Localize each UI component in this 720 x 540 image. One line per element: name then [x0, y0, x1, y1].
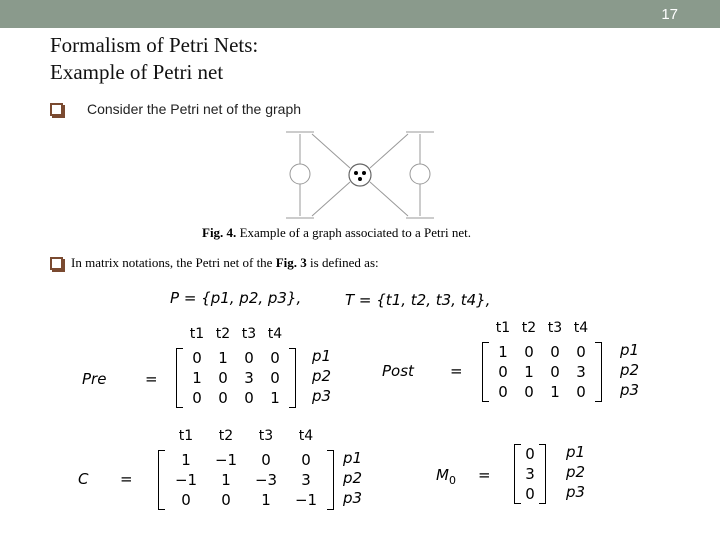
right-bracket [595, 342, 602, 402]
place-label: p2 [566, 463, 586, 481]
place-label: p1 [620, 341, 640, 359]
post-header-t2: t2 [521, 320, 537, 336]
matrix-row [184, 348, 288, 368]
c-header-t3: t3 [258, 428, 274, 444]
left-bracket [176, 348, 183, 408]
matrix-cell: 1 [181, 451, 191, 469]
matrix-row [166, 470, 326, 490]
pre-headers [184, 326, 288, 342]
matrix-cell: 0 [550, 363, 560, 381]
matrix-cell: 0 [576, 343, 586, 361]
matrix-row [184, 388, 288, 408]
matrix-row [522, 484, 538, 504]
right-bracket [327, 450, 334, 510]
matrix-cell: 1 [261, 491, 271, 509]
matrix-cell: 0 [192, 389, 202, 407]
c-header-t4: t4 [298, 428, 314, 444]
c-headers [166, 428, 326, 444]
matrix-cell: −3 [254, 471, 278, 489]
caption-text: Example of a graph associated to a Petri net. [236, 225, 471, 240]
matrix-cell: 3 [576, 363, 586, 381]
matrix-cell: 0 [244, 349, 254, 367]
right-bracket [539, 444, 546, 504]
place-label: p2 [343, 469, 363, 487]
left-bracket [158, 450, 165, 510]
slide-title [50, 32, 258, 86]
matrix-cell: 0 [498, 363, 508, 381]
bullet-2 [50, 255, 379, 271]
matrix-row [490, 382, 594, 402]
top-bar [0, 0, 720, 28]
matrix-cell: 0 [270, 349, 280, 367]
figure-caption [202, 225, 471, 241]
place-label: p3 [566, 483, 586, 501]
m0-vector [522, 444, 538, 504]
matrix-cell: 1 [192, 369, 202, 387]
matrix-cell: 3 [301, 471, 311, 489]
matrix-cell: 0 [270, 369, 280, 387]
title-line-2: Example of Petri net [50, 60, 224, 84]
title-line-1: Formalism of Petri Nets: [50, 33, 259, 57]
post-matrix [490, 342, 594, 402]
slide-number: 17 [661, 6, 678, 23]
c-header-t2: t2 [218, 428, 234, 444]
transitions-set: T = {t1, t2, t3, t4}, [345, 291, 491, 309]
matrix-cell: −1 [214, 451, 238, 469]
bullet-square-icon [50, 257, 63, 270]
pre-label: Pre [82, 370, 107, 388]
matrix-cell: 0 [244, 389, 254, 407]
c-matrix [166, 450, 326, 510]
petri-net-figure [280, 126, 440, 222]
matrix-cell: −1 [294, 491, 318, 509]
bullet-2-ref: Fig. 3 [275, 255, 307, 270]
matrix-cell: 0 [218, 369, 228, 387]
place-label: p3 [620, 381, 640, 399]
matrix-cell: 3 [244, 369, 254, 387]
matrix-cell: 0 [221, 491, 231, 509]
matrix-row [490, 362, 594, 382]
m0-equals: = [478, 466, 491, 484]
matrix-cell: 3 [525, 465, 535, 483]
matrix-row [522, 464, 538, 484]
matrix-cell: 1 [524, 363, 534, 381]
post-label: Post [382, 362, 414, 380]
c-header-t1: t1 [178, 428, 194, 444]
pre-header-t3: t3 [241, 326, 257, 342]
bullet-1-text: Consider the Petri net of the graph [87, 101, 302, 117]
caption-label: Fig. 4. [202, 225, 237, 240]
matrix-cell: 1 [218, 349, 228, 367]
matrix-cell: 0 [192, 349, 202, 367]
right-bracket [289, 348, 296, 408]
matrix-cell: 0 [524, 343, 534, 361]
matrix-cell: −1 [174, 471, 198, 489]
matrix-cell: 1 [221, 471, 231, 489]
pre-row-labels [312, 346, 331, 406]
matrix-cell: 0 [524, 383, 534, 401]
pre-header-t4: t4 [267, 326, 283, 342]
pre-equals: = [145, 370, 158, 388]
place-label: p3 [312, 387, 332, 405]
pre-header-t2: t2 [215, 326, 231, 342]
matrix-row [166, 450, 326, 470]
bullet-2-text-post: is defined as: [310, 255, 379, 270]
c-row-labels [343, 448, 362, 508]
pre-matrix [184, 348, 288, 408]
m0-label: $M_0$ [436, 466, 456, 487]
m0-row-labels [566, 442, 585, 502]
matrix-row [184, 368, 288, 388]
matrix-cell: 1 [550, 383, 560, 401]
post-row-labels [620, 340, 639, 400]
post-header-t3: t3 [547, 320, 563, 336]
places-set: P = {p1, p2, p3}, [170, 289, 302, 307]
matrix-cell: 0 [550, 343, 560, 361]
left-bracket [482, 342, 489, 402]
place-label: p2 [312, 367, 332, 385]
matrix-cell: 0 [181, 491, 191, 509]
c-label: C [78, 470, 89, 488]
matrix-row [166, 490, 326, 510]
matrix-cell: 0 [498, 383, 508, 401]
matrix-cell: 0 [525, 445, 535, 463]
place-label: p3 [343, 489, 363, 507]
matrix-cell: 0 [301, 451, 311, 469]
matrix-cell: 1 [270, 389, 280, 407]
left-bracket [514, 444, 521, 504]
matrix-cell: 0 [576, 383, 586, 401]
place-label: p2 [620, 361, 640, 379]
post-header-t1: t1 [495, 320, 511, 336]
place-label: p1 [343, 449, 363, 467]
bullet-1 [50, 101, 301, 117]
matrix-cell: 0 [218, 389, 228, 407]
post-headers [490, 320, 594, 336]
place-label: p1 [312, 347, 332, 365]
post-equals: = [450, 362, 463, 380]
pre-header-t1: t1 [189, 326, 205, 342]
matrix-cell: 0 [261, 451, 271, 469]
matrix-row [522, 444, 538, 464]
post-header-t4: t4 [573, 320, 589, 336]
bullet-square-icon [50, 103, 63, 116]
place-label: p1 [566, 443, 586, 461]
matrix-cell: 0 [525, 485, 535, 503]
matrix-cell: 1 [498, 343, 508, 361]
matrix-row [490, 342, 594, 362]
c-equals: = [120, 470, 133, 488]
bullet-2-text-pre: In matrix notations, the Petri net of the [71, 255, 273, 270]
